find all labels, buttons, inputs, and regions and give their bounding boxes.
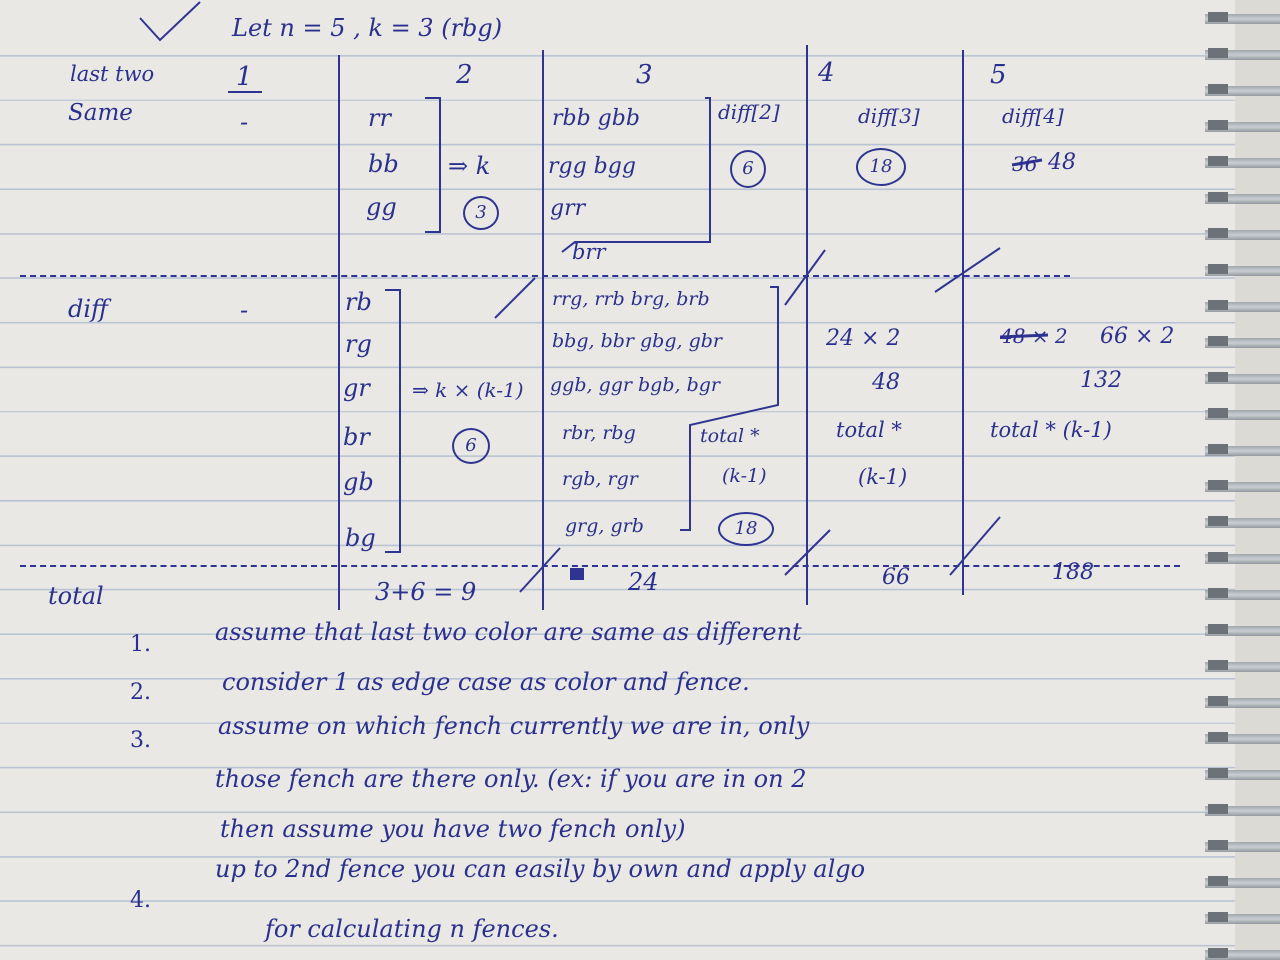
col2-diff-formula: ⇒ k × (k-1): [412, 378, 524, 402]
col2-diff-item: rg: [345, 330, 372, 358]
note-line: assume on which fench currently we are in, only: [218, 712, 810, 740]
row-divider-same-diff: [20, 275, 1070, 277]
col4-diff-note-line2: (k-1): [858, 465, 908, 489]
col2-same-count: 3: [463, 196, 499, 230]
col2-diff-item: gr: [343, 374, 370, 402]
col5-total: 188: [1052, 560, 1094, 585]
note-line: those fench are there only. (ex: if you are in on 2: [215, 765, 807, 793]
col-divider-2: [542, 50, 544, 610]
column-header-1: 1: [236, 62, 253, 92]
col2-same-item: gg: [366, 193, 397, 221]
arrow-icon: [935, 248, 1000, 292]
col2-same-formula: ⇒ k: [448, 152, 491, 180]
col2-same-item: rr: [368, 104, 391, 132]
col2-total: 3+6 = 9: [375, 578, 477, 606]
row-divider-diff-total: [20, 565, 1180, 567]
check-mark-icon: [140, 2, 200, 40]
col5-same-label: diff[4]: [1002, 104, 1064, 128]
row-label-total: total: [48, 582, 104, 610]
note-number: 3.: [130, 728, 151, 753]
note-line: for calculating n fences.: [265, 915, 559, 943]
col5-diff-value: 132: [1080, 368, 1122, 393]
col2-diff-item: rb: [345, 288, 372, 316]
note-number: 1.: [130, 632, 151, 657]
arrow-icon: [495, 278, 535, 318]
col3-diff-item: grg, grb: [565, 515, 644, 537]
ink-blot: [570, 568, 584, 580]
row-label-same-line1: last two: [70, 62, 155, 86]
col5-diff-note: total * (k-1): [990, 418, 1112, 442]
note-line: up to 2nd fence you can easily by own and apply algo: [215, 855, 866, 883]
column-header-2: 2: [456, 60, 473, 90]
col1-diff-value: -: [240, 296, 249, 324]
column-header-3: 3: [636, 60, 653, 90]
col4-diff-note-line1: total *: [836, 418, 902, 442]
arrow-icon: [785, 250, 825, 305]
note-line: assume that last two color are same as different: [215, 618, 802, 646]
col3-same-count: 6: [730, 150, 766, 188]
col3-diff-note-line2: (k-1): [722, 465, 767, 487]
col5-diff-calc: 66 × 2: [1100, 324, 1175, 349]
row-label-diff: diff: [68, 295, 109, 323]
bracket-col2-diff: [385, 290, 400, 552]
col5-same-count: 48: [1048, 150, 1076, 175]
col4-diff-calc: 24 × 2: [826, 326, 901, 351]
col-divider-1: [338, 55, 340, 610]
col2-diff-item: gb: [343, 468, 374, 496]
bracket-col2-same: [425, 98, 440, 232]
col3-diff-item: bbg, bbr gbg, gbr: [552, 330, 722, 352]
col3-same-item: rbb gbb: [552, 106, 640, 131]
col3-total: 24: [628, 568, 659, 596]
col4-same-count: 18: [856, 148, 906, 186]
col-divider-4: [962, 50, 964, 595]
bracket-col3-diff-top: [680, 287, 778, 530]
col-divider-3: [806, 45, 808, 605]
note-line: consider 1 as edge case as color and fence.: [222, 668, 750, 696]
arrow-icon: [520, 548, 560, 592]
col4-same-label: diff[3]: [858, 104, 920, 128]
col3-diff-item: rgb, rgr: [562, 468, 638, 490]
col3-same-item: grr: [550, 196, 586, 221]
col5-diff-struck: 48 × 2: [1000, 324, 1068, 348]
col4-total: 66: [882, 565, 910, 590]
col1-same-value: -: [240, 108, 249, 136]
col3-diff-item: rbr, rbg: [562, 422, 636, 444]
col4-diff-value: 48: [872, 370, 900, 395]
column-header-5: 5: [990, 60, 1007, 90]
col3-diff-item: ggb, ggr bgb, bgr: [550, 374, 720, 396]
col3-diff-item: rrg, rrb brg, brb: [552, 288, 710, 310]
col2-diff-item: br: [343, 423, 370, 451]
col2-same-item: bb: [368, 150, 399, 178]
col5-same-struck: 36: [1012, 152, 1038, 176]
page-title: Let n = 5 , k = 3 (rbg): [232, 14, 503, 42]
col3-same-label: diff[2]: [718, 100, 780, 124]
note-line: then assume you have two fench only): [220, 815, 686, 843]
col3-diff-note-line1: total *: [700, 425, 760, 447]
col3-same-item: brr: [572, 240, 606, 264]
note-number: 4.: [130, 888, 151, 913]
col3-same-item: rgg bgg: [548, 154, 636, 179]
col2-diff-count: 6: [452, 428, 490, 464]
col2-diff-item: bg: [345, 524, 376, 552]
column-header-4: 4: [818, 58, 835, 88]
note-number: 2.: [130, 680, 151, 705]
row-label-same-line2: Same: [68, 100, 133, 126]
col3-diff-count: 18: [718, 512, 774, 546]
